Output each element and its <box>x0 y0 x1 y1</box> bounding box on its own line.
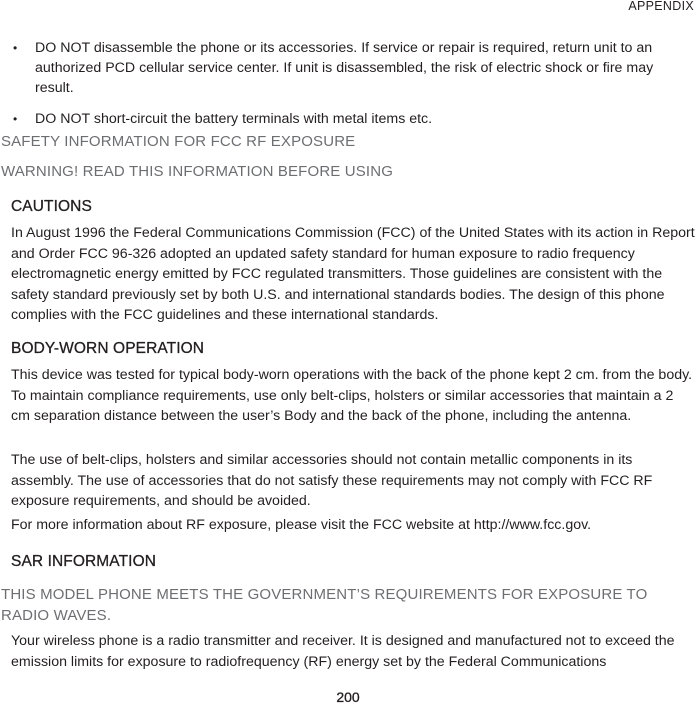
fcc-safety-title: SAFETY INFORMATION FOR FCC RF EXPOSURE <box>1 133 356 150</box>
bullet-marker: • <box>13 41 18 55</box>
body-worn-paragraph-2: The use of belt-clips, holsters and similar accessories should not contain metallic components in its assembly. The use of accessories that do not satisfy these requirements may not comply with FCC RF exposure requirements, and should be avoided. <box>11 452 653 509</box>
bullet-text: DO NOT short-circuit the battery terminals with metal items etc. <box>35 111 433 127</box>
fcc-warning-heading: WARNING! READ THIS INFORMATION BEFORE USING <box>1 163 394 180</box>
running-header: APPENDIX <box>628 0 694 13</box>
sar-compliance-statement: THIS MODEL PHONE MEETS THE GOVERNMENT’S REQUIREMENTS FOR EXPOSURE TO RADIO WAVES. <box>1 586 648 624</box>
sar-heading: SAR INFORMATION <box>11 553 157 570</box>
bullet-text: DO NOT disassemble the phone or its accessories. If service or repair is required, return unit to an authorized PCD cellular service center. If unit is disassembled, the risk of electric shock or fire may result. <box>35 40 654 96</box>
cautions-heading: CAUTIONS <box>11 198 92 215</box>
bullet-item-short-circuit <box>0 109 696 129</box>
cautions-paragraph: In August 1996 the Federal Communications Commission (FCC) of the United States with its action in Report and Order FCC 96-326 adopted an updated safety standard for human exposure to radio frequency electromagnetic energy emitted by FCC regulated transmitters. Those guidelines are consistent with the safety standard previously set by both U.S. and international standards bodies. The design of this phone complies with the FCC guidelines and these international standards. <box>11 225 695 323</box>
bullet-marker: • <box>13 112 18 126</box>
bullet-item-disassemble <box>0 38 696 98</box>
body-worn-paragraph-1: This device was tested for typical body-worn operations with the back of the phone kept 2 cm. from the body. To maintain compliance requirements, use only belt-clips, holsters or similar accessories that maintain a 2 cm separation distance between the user’s Body and the back of the phone, including the antenna. <box>11 367 693 424</box>
body-worn-heading: BODY-WORN OPERATION <box>11 340 205 357</box>
page-number: 200 <box>336 689 360 705</box>
safety-bullet-list <box>0 38 696 140</box>
sar-paragraph: Your wireless phone is a radio transmitter and receiver. It is designed and manufactured not to exceed the emission limits for exposure to radiofrequency (RF) energy set by the Federal Communications <box>11 633 675 670</box>
body-worn-paragraph-3: For more information about RF exposure, please visit the FCC website at http://www.fcc.gov. <box>11 517 592 533</box>
